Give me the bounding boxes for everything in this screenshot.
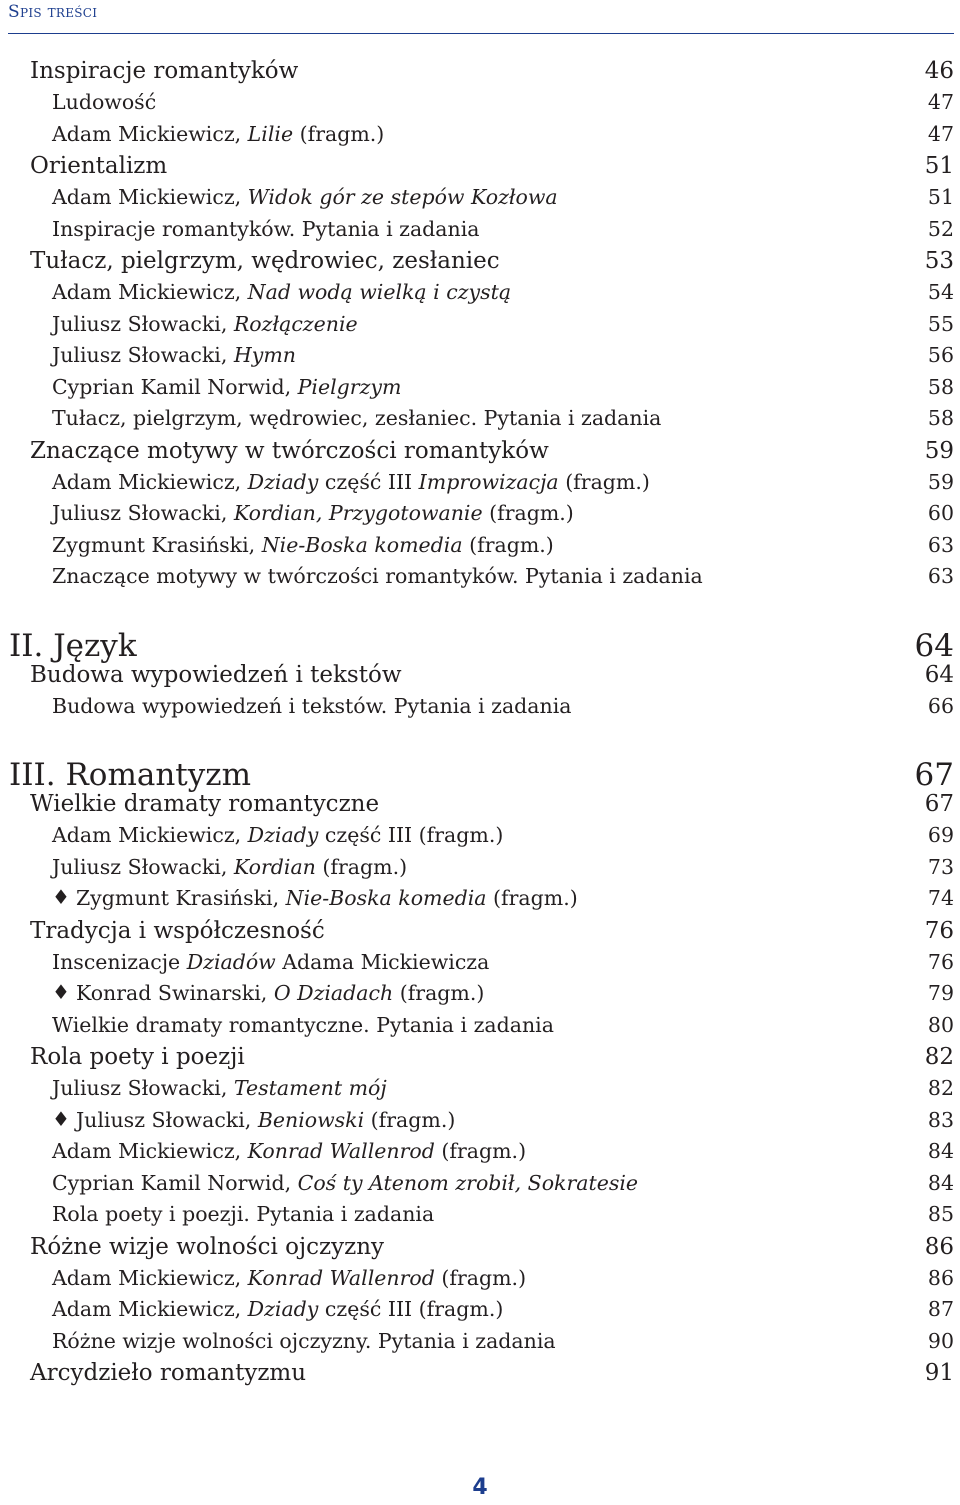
toc-entry-title — [52, 823, 503, 847]
toc-page-number: 67 — [914, 757, 954, 793]
toc-entry-title — [30, 248, 500, 274]
toc-entry-text: Adam Mickiewicz, — [52, 121, 248, 146]
toc-entry-title — [52, 564, 703, 588]
toc-page-number: 46 — [924, 58, 954, 84]
toc-entry-text: Cyprian Kamil Norwid, — [52, 374, 298, 399]
toc-entry-title — [52, 1108, 455, 1132]
toc-entry-text: Konrad Wallenrod — [247, 1265, 435, 1290]
toc-page-number: 56 — [927, 343, 954, 367]
toc-subentry — [0, 1297, 960, 1329]
toc-page-number: 64 — [914, 627, 954, 664]
toc-entry-title — [9, 628, 137, 664]
toc-section-entry — [0, 918, 960, 950]
toc-entry-text: (fragm.) — [434, 1139, 527, 1163]
toc-entry-title — [52, 855, 407, 879]
toc-subentry — [0, 823, 960, 855]
toc-entry-text: Zygmunt Krasiński, — [52, 532, 262, 557]
toc-entry-text: (fragm.) — [462, 532, 554, 557]
toc-entry-text: (fragm.) — [482, 501, 574, 525]
toc-page-number: 76 — [927, 949, 954, 974]
toc-page-number: 80 — [927, 1012, 954, 1037]
toc-page-number: 64 — [924, 661, 954, 688]
toc-entry-title — [52, 280, 511, 304]
toc-entry-text: Kordian, Przygotowanie — [233, 501, 483, 525]
toc-page-number: 90 — [927, 1328, 954, 1353]
toc-subentry — [0, 1171, 960, 1203]
toc-page-number: 66 — [927, 693, 954, 718]
toc-entry-text: Budowa wypowiedzeń i tekstów. Pytania i zadania — [52, 693, 572, 718]
toc-entry-text: Dziady — [247, 1297, 319, 1321]
toc-entry-text: Inscenizacje — [52, 949, 187, 974]
toc-entry-title — [30, 58, 298, 84]
toc-entry-text: Juliusz Słowacki, — [52, 343, 234, 367]
toc-subentry — [0, 1139, 960, 1171]
toc-entry-text: część III (fragm.) — [318, 823, 504, 847]
toc-entry-title — [30, 153, 167, 179]
toc-entry-text: Nie-Boska komedia — [261, 532, 463, 557]
toc-subentry — [0, 312, 960, 344]
toc-entry-text: Rola poety i poezji — [30, 1044, 245, 1070]
toc-entry-text: Inspiracje romantyków. Pytania i zadania — [52, 216, 480, 241]
toc-page-number: 83 — [927, 1107, 954, 1132]
toc-page-number: 84 — [927, 1170, 954, 1195]
toc-entry-title — [52, 1329, 556, 1353]
toc-entry-title — [30, 1360, 306, 1386]
toc-entry-title — [52, 694, 572, 718]
toc-entry-text: Kordian — [233, 854, 316, 879]
toc-entry-text: Znaczące motywy w twórczości romantyków — [30, 437, 549, 464]
diamond-icon: ♦ — [52, 885, 70, 909]
toc-entry-title — [52, 1266, 526, 1290]
toc-entry-title — [52, 1202, 434, 1226]
toc-entry-title — [30, 438, 549, 464]
toc-entry-text: Ludowość — [52, 90, 157, 114]
toc-entry-text: Adam Mickiewicz, — [52, 823, 248, 847]
toc-page-number: 67 — [924, 791, 954, 817]
toc-section-entry — [0, 438, 960, 470]
toc-entry-text: Dziadów — [186, 949, 276, 974]
toc-entry-title — [52, 1171, 638, 1195]
toc-subentry — [0, 375, 960, 407]
toc-page-number: 52 — [927, 216, 954, 241]
toc-entry-text: Zygmunt Krasiński, — [75, 886, 286, 910]
toc-entry-text: Różne wizje wolności ojczyzny — [30, 1233, 385, 1260]
toc-subentry — [0, 185, 960, 217]
toc-page-number: 82 — [924, 1044, 954, 1070]
toc-page-number: 86 — [924, 1233, 954, 1260]
toc-entry-text: Orientalizm — [30, 153, 168, 179]
toc-page-number: 47 — [927, 121, 954, 146]
toc-entry-text: Rola poety i poezji. Pytania i zadania — [52, 1202, 435, 1226]
toc-entry-text: (fragm.) — [364, 1107, 456, 1132]
toc-section-entry — [0, 791, 960, 823]
toc-subentry — [0, 122, 960, 154]
toc-subentry — [0, 343, 960, 375]
toc-page-number: 85 — [927, 1202, 954, 1226]
toc-section-entry — [0, 1234, 960, 1266]
toc-page-number: 87 — [927, 1297, 954, 1321]
toc-subentry — [0, 280, 960, 312]
toc-entry-text: Dziady — [247, 823, 319, 847]
toc-entry-title — [30, 1234, 384, 1260]
toc-entry-text: Adam Mickiewicz, — [52, 469, 248, 494]
toc-entry-text: O Dziadach — [273, 981, 394, 1005]
toc-page-number: 55 — [927, 311, 954, 336]
toc-entry-text: Juliusz Słowacki, — [52, 1076, 234, 1100]
toc-subentry — [0, 950, 960, 982]
toc-entry-text: Nie-Boska komedia — [285, 886, 487, 910]
table-of-contents — [0, 58, 960, 1392]
toc-entry-text: część III (fragm.) — [318, 1297, 504, 1321]
toc-subentry — [0, 470, 960, 502]
toc-entry-text: Inspiracje romantyków — [30, 58, 299, 84]
toc-entry-text: Cyprian Kamil Norwid, — [52, 1170, 298, 1195]
toc-entry-text: Lilie — [247, 121, 294, 146]
toc-entry-text: II. Język — [9, 627, 137, 664]
toc-entry-text: (fragm.) — [558, 469, 650, 494]
toc-entry-title — [52, 501, 574, 525]
toc-entry-text: Tułacz, pielgrzym, wędrowiec, zesłaniec — [30, 248, 500, 274]
toc-page-number: 60 — [927, 501, 954, 525]
toc-entry-title — [9, 757, 251, 793]
page-number: 4 — [472, 1475, 488, 1500]
toc-page-number: 59 — [924, 437, 954, 464]
toc-page-number: 53 — [924, 248, 954, 274]
toc-subentry — [0, 217, 960, 249]
toc-entry-title — [30, 791, 379, 817]
toc-subentry — [0, 694, 960, 726]
diamond-icon: ♦ — [52, 1106, 70, 1131]
toc-section-entry — [0, 58, 960, 90]
toc-entry-title — [52, 343, 296, 367]
toc-entry-title — [52, 981, 484, 1005]
toc-entry-text: Testament mój — [233, 1076, 387, 1100]
toc-entry-text: (fragm.) — [315, 854, 408, 879]
toc-entry-text: Improwizacja — [418, 469, 559, 494]
toc-page-number: 51 — [927, 185, 954, 209]
toc-entry-title — [52, 950, 489, 974]
toc-entry-text: Adam Mickiewicz, — [52, 280, 248, 304]
toc-part-heading — [0, 628, 960, 662]
toc-subentry — [0, 90, 960, 122]
toc-subentry — [0, 1329, 960, 1361]
toc-entry-text: Budowa wypowiedzeń i tekstów — [30, 661, 402, 688]
toc-entry-text: (fragm.) — [486, 886, 578, 910]
toc-entry-text: Wielkie dramaty romantyczne. Pytania i zadania — [52, 1012, 554, 1037]
toc-entry-title — [52, 312, 358, 336]
toc-entry-text: Tułacz, pielgrzym, wędrowiec, zesłaniec. Pytania i zadania — [52, 406, 662, 430]
toc-part-heading — [0, 757, 960, 791]
toc-section-entry — [0, 1360, 960, 1392]
toc-entry-title — [52, 470, 650, 494]
toc-entry-text: Znaczące motywy w twórczości romantyków. Pytania i zadania — [52, 564, 703, 588]
toc-entry-text: Adam Mickiewicz, — [52, 1139, 248, 1163]
toc-entry-text: Wielkie dramaty romantyczne — [30, 791, 380, 817]
toc-subentry — [0, 855, 960, 887]
toc-subentry — [0, 1108, 960, 1140]
toc-entry-text: Dziady — [247, 469, 319, 494]
toc-entry-text: Juliusz Słowacki, — [52, 854, 234, 879]
toc-entry-title — [52, 122, 384, 146]
toc-entry-title — [30, 1044, 245, 1070]
toc-page-number: 79 — [927, 981, 954, 1005]
toc-entry-title — [52, 1139, 526, 1163]
toc-page-number: 91 — [924, 1360, 954, 1386]
toc-page-number: 82 — [927, 1076, 954, 1100]
toc-page-number: 63 — [927, 532, 954, 557]
toc-entry-title — [52, 1013, 554, 1037]
toc-entry-text: Konrad Wallenrod — [247, 1139, 435, 1163]
header-rule — [8, 33, 954, 34]
toc-subentry — [0, 501, 960, 533]
toc-entry-text: (fragm.) — [293, 121, 385, 146]
toc-entry-text: III. Romantyzm — [9, 757, 251, 793]
toc-entry-text: Juliusz Słowacki, — [52, 311, 234, 336]
toc-subentry — [0, 1266, 960, 1298]
toc-page-number: 74 — [927, 886, 954, 910]
toc-entry-text: Arcydzieło romantyzmu — [30, 1360, 307, 1386]
toc-entry-title — [52, 185, 558, 209]
toc-entry-title — [52, 90, 156, 114]
toc-entry-title — [30, 918, 325, 944]
toc-section-entry — [0, 153, 960, 185]
toc-subentry — [0, 406, 960, 438]
toc-subentry — [0, 1076, 960, 1108]
toc-entry-text: Hymn — [233, 343, 296, 367]
toc-subentry — [0, 1202, 960, 1234]
toc-entry-text: Adam Mickiewicz, — [52, 1297, 248, 1321]
toc-entry-title — [52, 1297, 503, 1321]
toc-entry-text: (fragm.) — [434, 1265, 527, 1290]
toc-entry-title — [52, 217, 480, 241]
toc-entry-title — [52, 533, 554, 557]
toc-subentry — [0, 533, 960, 565]
toc-entry-text: Nad wodą wielką i czystą — [247, 280, 512, 304]
toc-page-number: 63 — [927, 564, 954, 588]
running-header: Spis treści — [8, 2, 98, 22]
diamond-icon: ♦ — [52, 980, 70, 1004]
toc-subentry — [0, 886, 960, 918]
toc-page-number: 58 — [927, 374, 954, 399]
toc-entry-text: Adama Mickiewicza — [275, 949, 490, 974]
toc-entry-text: Juliusz Słowacki, — [75, 1107, 258, 1132]
toc-page-number: 73 — [927, 854, 954, 879]
toc-page-number: 76 — [924, 917, 954, 944]
toc-subentry — [0, 564, 960, 596]
toc-entry-text: Pielgrzym — [297, 374, 402, 399]
toc-page-number: 51 — [924, 153, 954, 179]
toc-entry-text: (fragm.) — [393, 981, 485, 1005]
toc-section-entry — [0, 662, 960, 694]
toc-page-number: 59 — [927, 469, 954, 494]
toc-page-number: 69 — [927, 823, 954, 847]
toc-page-number: 54 — [927, 280, 954, 304]
toc-section-entry — [0, 1044, 960, 1076]
toc-page-number: 84 — [927, 1139, 954, 1163]
toc-subentry — [0, 1013, 960, 1045]
toc-entry-title — [52, 375, 401, 399]
toc-entry-text: Tradycja i współczesność — [30, 917, 325, 944]
toc-entry-title — [52, 406, 661, 430]
toc-subentry — [0, 981, 960, 1013]
toc-entry-text: Rozłączenie — [233, 311, 358, 336]
toc-entry-title — [52, 886, 578, 910]
toc-entry-text: Beniowski — [257, 1107, 365, 1132]
toc-entry-text: Konrad Swinarski, — [75, 981, 274, 1005]
toc-page-number: 86 — [927, 1265, 954, 1290]
toc-entry-title — [30, 662, 402, 688]
toc-entry-text: Adam Mickiewicz, — [52, 1265, 248, 1290]
toc-page-number: 58 — [927, 406, 954, 430]
toc-entry-text: Coś ty Atenom zrobił, Sokratesie — [297, 1170, 639, 1195]
toc-entry-title — [52, 1076, 387, 1100]
toc-section-entry — [0, 248, 960, 280]
toc-entry-text: część III — [318, 469, 419, 494]
toc-entry-text: Widok gór ze stepów Kozłowa — [247, 185, 558, 209]
toc-entry-text: Adam Mickiewicz, — [52, 185, 248, 209]
toc-entry-text: Różne wizje wolności ojczyzny. Pytania i zadania — [52, 1328, 556, 1353]
toc-page-number: 47 — [927, 90, 954, 114]
toc-entry-text: Juliusz Słowacki, — [52, 501, 234, 525]
